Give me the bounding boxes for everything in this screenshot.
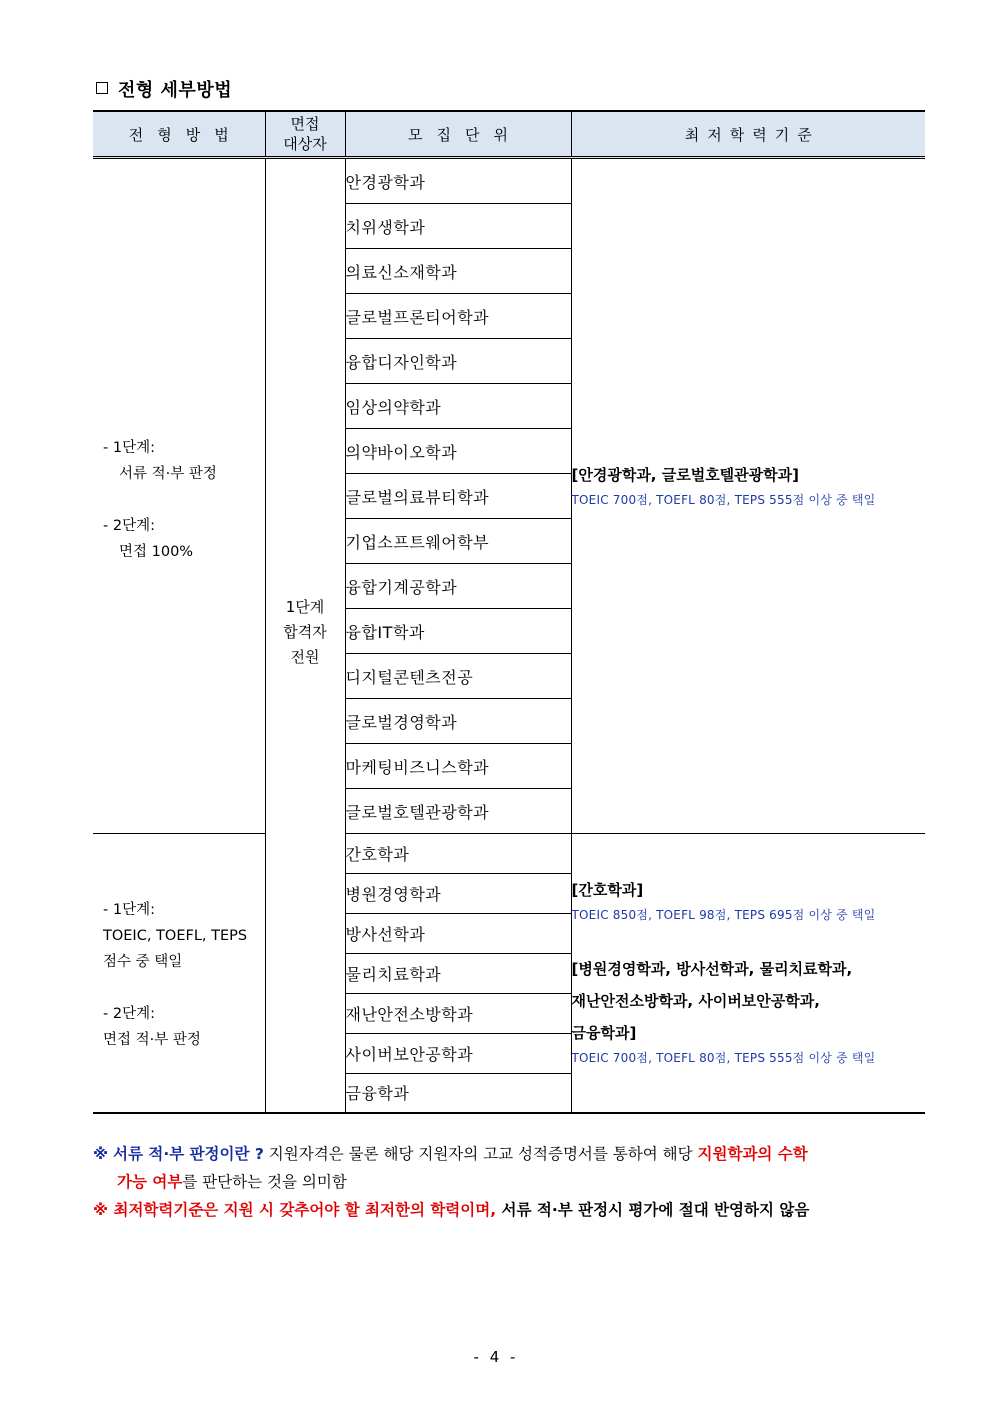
g2-criteria2-score: TOEIC 700점, TOEFL 80점, TEPS 555점 이상 중 택일 [571,1050,876,1065]
g1-criteria-score: TOEIC 700점, TOEFL 80점, TEPS 555점 이상 중 택일 [571,493,876,507]
header-method: 전형방법 [93,111,265,158]
unit-cell: 간호학과 [345,834,571,874]
unit-cell: 금융학과 [345,1074,571,1113]
target-line2: 합격자 [283,623,327,641]
note2-bold: 서류 적·부 판정시 평가에 절대 반영하지 않음 [496,1201,810,1219]
unit-cell: 글로벌경영학과 [345,699,571,744]
g2-step1-label: - 1단계: [103,901,155,918]
g2-criteria2-title-line2: 재난안전소방학과, 사이버보안공학과, [571,991,820,1010]
unit-cell: 재난안전소방학과 [345,994,571,1034]
method-cell-group2 [93,834,265,1113]
unit-cell: 디지털콘텐츠전공 [345,654,571,699]
g1-step2-desc: 면접 100% [119,544,194,560]
criteria-cell-group1 [571,158,925,834]
unit-cell: 융합IT학과 [345,609,571,654]
unit-cell: 임상의약학과 [345,384,571,429]
note1-red2: 가능 여부 [117,1173,183,1191]
table-row [93,158,925,204]
admission-method-table [93,110,925,1114]
unit-cell: 글로벌프론티어학과 [345,294,571,339]
note1-text1: 지원자격은 물론 해당 지원자의 고교 성적증명서를 통하여 해당 [263,1145,698,1163]
unit-cell: 물리치료학과 [345,954,571,994]
unit-cell: 글로벌의료뷰티학과 [345,474,571,519]
page-number: - 4 - [473,1348,519,1366]
unit-cell: 글로벌호텔관광학과 [345,789,571,834]
unit-cell: 사이버보안공학과 [345,1034,571,1074]
g1-step1-desc: 서류 적·부 판정 [119,466,217,482]
g2-criteria1-score: TOEIC 850점, TOEFL 98점, TEPS 695점 이상 중 택일 [571,907,876,922]
table-row [93,834,925,874]
unit-cell: 치위생학과 [345,204,571,249]
note1-red1: 지원학과의 수학 [697,1145,808,1163]
header-interview-target: 면접 대상자 [265,111,345,158]
g2-step2-label: - 2단계: [103,1005,155,1022]
g1-criteria-title: [안경광학과, 글로벌호텔관광학과] [571,466,799,484]
interview-target-cell [265,158,345,1113]
g1-step1-label: - 1단계: [103,440,155,456]
g2-step1-desc2: 점수 중 택일 [103,953,183,970]
note1-text2: 를 판단하는 것을 의미함 [182,1173,347,1191]
method-cell-group1 [93,158,265,834]
unit-cell: 병원경영학과 [345,874,571,914]
note-1 [93,1140,923,1168]
g2-criteria2-title-line1: [병원경영학과, 방사선학과, 물리치료학과, [571,959,853,978]
header-criteria: 최저학력기준 [571,111,925,158]
g1-step2-label: - 2단계: [103,518,155,534]
g2-step2-desc: 면접 적·부 판정 [103,1031,201,1048]
unit-cell: 의료신소재학과 [345,249,571,294]
target-line1: 1단계 [285,598,325,616]
g2-criteria2-title-line3: 금융학과] [571,1023,637,1042]
unit-cell: 방사선학과 [345,914,571,954]
table-header-row [93,111,925,158]
section-title-text: 전형 세부방법 [118,80,233,101]
section-title [96,76,232,102]
g2-criteria1-title: [간호학과] [571,880,644,899]
unit-cell: 융합기계공학과 [345,564,571,609]
notes-section [93,1140,923,1224]
unit-cell: 기업소프트웨어학부 [345,519,571,564]
note-1-cont [93,1168,923,1196]
header-unit: 모집단위 [345,111,571,158]
note1-blue: 서류 적·부 판정이란 ? [113,1145,264,1163]
unit-cell: 안경광학과 [345,158,571,204]
g2-step1-desc1: TOEIC, TOEFL, TEPS [103,927,248,944]
unit-cell: 융합디자인학과 [345,339,571,384]
target-line3: 전원 [290,648,320,666]
note1-mark: ※ [93,1145,109,1163]
unit-cell: 마케팅비즈니스학과 [345,744,571,789]
note2-red: ※ 최저학력기준은 지원 시 갖추어야 할 최저한의 학력이며, [93,1201,497,1219]
criteria-cell-group2 [571,834,925,1113]
checkbox-square-icon [96,82,108,94]
unit-cell: 의약바이오학과 [345,429,571,474]
note-2 [93,1196,923,1224]
